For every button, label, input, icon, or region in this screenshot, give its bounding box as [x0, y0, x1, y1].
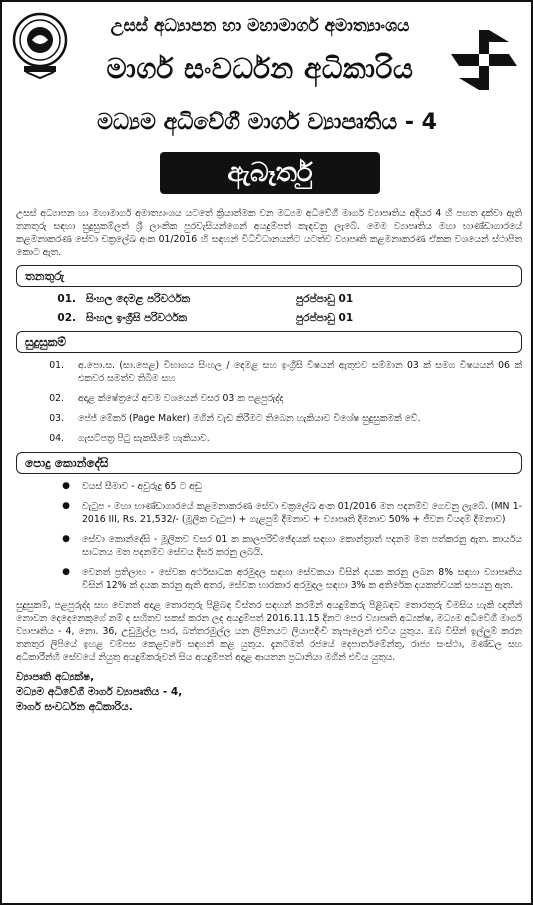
project-title: මධ්‍යම අධිවේගී මාර්ග ව්‍යාපෘතිය - 4: [97, 110, 437, 135]
rda-logo-icon: [449, 28, 519, 92]
qualification-item: [16, 359, 522, 385]
qualification-text: අ.පො.ස. (සා.පෙළ) විභාගය සිංහල / දෙමළ සහ ඉංග්‍රීසි විෂයන් ඇතුළුව සම්මාන 03 ක් සමග විෂයයන් 06 ක් එකවර සමත්ව තිබීම සහ: [78, 360, 522, 384]
qualifications-heading: සුදුසුකම්: [16, 331, 522, 353]
signature-block: [16, 670, 522, 715]
qualification-text: ගැසට්පත්‍ර පිටු සැකසීමේ හැකියාව.: [78, 433, 210, 444]
post-name: සිංහල දෙමළ පරිවර්ථක: [86, 293, 191, 305]
qualification-item: [16, 392, 522, 405]
ministry-name: උසස් අධ්‍යාපන හා මහාමාර්ග අමාත්‍යාංශය: [110, 16, 410, 36]
vacancies-banner: ඇබෑර්තු: [160, 152, 380, 194]
post-number: 01.: [57, 293, 76, 305]
bullet-icon: ●: [62, 534, 70, 544]
condition-text: වයස් සීමාව - අවුරුදු 65 ට අඩු: [82, 481, 202, 492]
qualification-text: අදාළ ක්ෂේත්‍රයේ අවම වශයෙන් වසර 03 ක පළපුරුද්ද: [78, 393, 284, 404]
condition-item: [16, 480, 522, 493]
bullet-icon: ●: [62, 481, 70, 491]
post-vacancies: පුරප්පාඩු 01: [296, 312, 354, 324]
post-name: සිංහල ඉංග්‍රීසි පරිවර්ථක: [86, 312, 188, 324]
qualification-text: පේජ් මේකර් (Page Maker) මගින් වැඩ කිරීමට තිබෙන හැකියාව විශේෂ සුදුසුකමක් වේ.: [78, 413, 421, 424]
posts-heading: තනතුරු: [16, 265, 522, 287]
post-row: [16, 293, 522, 306]
post-vacancies: පුරප්පාඩු 01: [296, 293, 354, 305]
post-row: [16, 312, 522, 325]
header: [2, 2, 531, 188]
condition-text: වැටුප - මහා භාණ්ඩාගාරයේ කළමනාකරණ සේවා චක්‍රලේඛ අංක 01/2016 මත පදනම්ව ගෙවනු ලැබේ. (MN 1-2016 III, Rs. 21,532/- (මූලික වැටුප) + ගැළපුම් දීමනාව + ව්‍යාපෘති දීමනාව 50% + ජීවන වියදම් දීමනාව): [82, 501, 522, 525]
conditions-heading: පොදු කොන්දේසි: [16, 452, 522, 474]
qualification-number: 03.: [49, 413, 64, 424]
bullet-icon: ●: [62, 567, 70, 577]
intro-paragraph: උසස් අධ්‍යාපන හා මහාමාර්ග අමාත්‍යාංශය යටතේ ක්‍රියාත්මක වන මධ්‍යම අධිවේගී මාර්ග ව්‍යාපෘතිය අදියර 4 හි පහත දක්වා ඇති තනතුරු සඳහා සුදුසුකම්ලත් ශ්‍රී ලාංකික පුරවැසියන්ගෙන් අයදුම්පත් කැඳවනු ලැබේ. මෙම ව්‍යාපෘතිය මහා භාණ්ඩාගාරයේ කළමනාකරණ සේවා චක්‍රලේඛ අංක 01/2016 හි සඳහන් විධිවිධානයන්ට යටත්ව ව්‍යාපෘති කළමනාකරණ ඒකක වශයෙන් ස්ථාපිත කොට ඇත.: [16, 208, 522, 258]
qualification-item: [16, 432, 522, 445]
condition-item: [16, 533, 522, 559]
qualification-number: 04.: [49, 433, 64, 444]
bullet-icon: ●: [62, 501, 70, 511]
qualification-item: [16, 412, 522, 425]
authority-name: මාර්ග සංවර්ධන අධිකාරිය: [106, 52, 414, 85]
state-emblem-icon: [12, 10, 68, 80]
signature-line: මාර්ග සංවර්ධන අධිකාරිය.: [16, 701, 133, 713]
closing-paragraph: සුදුසුකම්, පළපුරුද්ද සහ වෙනත් අදාළ තොරතුරු පිළිබඳ විස්තර සඳහන් කරමින් අයදුම්කරු පිළිබඳව තොරතුරු විමසිය හැකි ඥාතීන් නොවන දෙදෙනෙකුගේ නම් ද සහිතව සකස් කරන ලද අයදුම්පත් 2016.11.15 දිනට පෙර ව්‍යාපෘති අධ්‍යක්ෂ, මධ්‍යම අධිවේගී මාර්ග ව්‍යාපෘතිය - 4, නො. 36, උඩුමුල්ල පාර, බත්තරමුල්ල යන ලිපිනයට ලියාපදිංචි තැපෑලෙන් එවිය යුතුය. ඔබ විසින් ඉල්ලුම් කරන තනතුර ලිපියේ ඉහළ වම්පස කෙළවරේ සඳහන් කළ යුතුය. දැනටමත් රජයේ දෙපාර්තමේන්තු, රාජ්‍ය සංස්ථා, මණ්ඩල සහ අධිකාරීන්හි සේවයේ නියුතු අයදුම්කරුවන් සිය අයදුම්පත් අදාළ ආයතන ප්‍රධානියා මගින් එවිය යුතුය.: [16, 600, 522, 663]
advert-body: [16, 207, 522, 715]
qualification-number: 01.: [49, 360, 64, 371]
signature-line: ව්‍යාපෘති අධ්‍යක්ෂ,: [16, 671, 95, 683]
condition-text: වෙනත් ප්‍රතිලාභ - සේවක අර්ථසාධක අරමුදල සඳහා සේවකයා විසින් දයක කරනු ලබන 8% සඳහා ව්‍යාපෘතිය විසින් 12% ක් දයක කරනු ඇති අතර, සේවක භාරකාර අරමුදල සඳහා 3% ක අතිරේක දයකත්වයක් සපයනු ඇත.: [82, 567, 522, 591]
qualification-number: 02.: [49, 393, 64, 404]
signature-line: මධ්‍යම අධිවේගී මාර්ග ව්‍යාපෘතිය - 4,: [16, 686, 183, 698]
condition-item: [16, 500, 522, 526]
post-number: 02.: [57, 312, 76, 324]
condition-text: සේවා කොන්දේසි - මූලිකව වසර 01 ක කාලපරිච්ඡේදයක් සඳහා කොන්ත්‍රාත් පදනම මත පත්කරනු ඇත. කාර්යය සාධනය මත පදනම්ව සේවය දීර්ඝ කරනු ලබයි.: [82, 534, 522, 558]
condition-item: [16, 566, 522, 592]
